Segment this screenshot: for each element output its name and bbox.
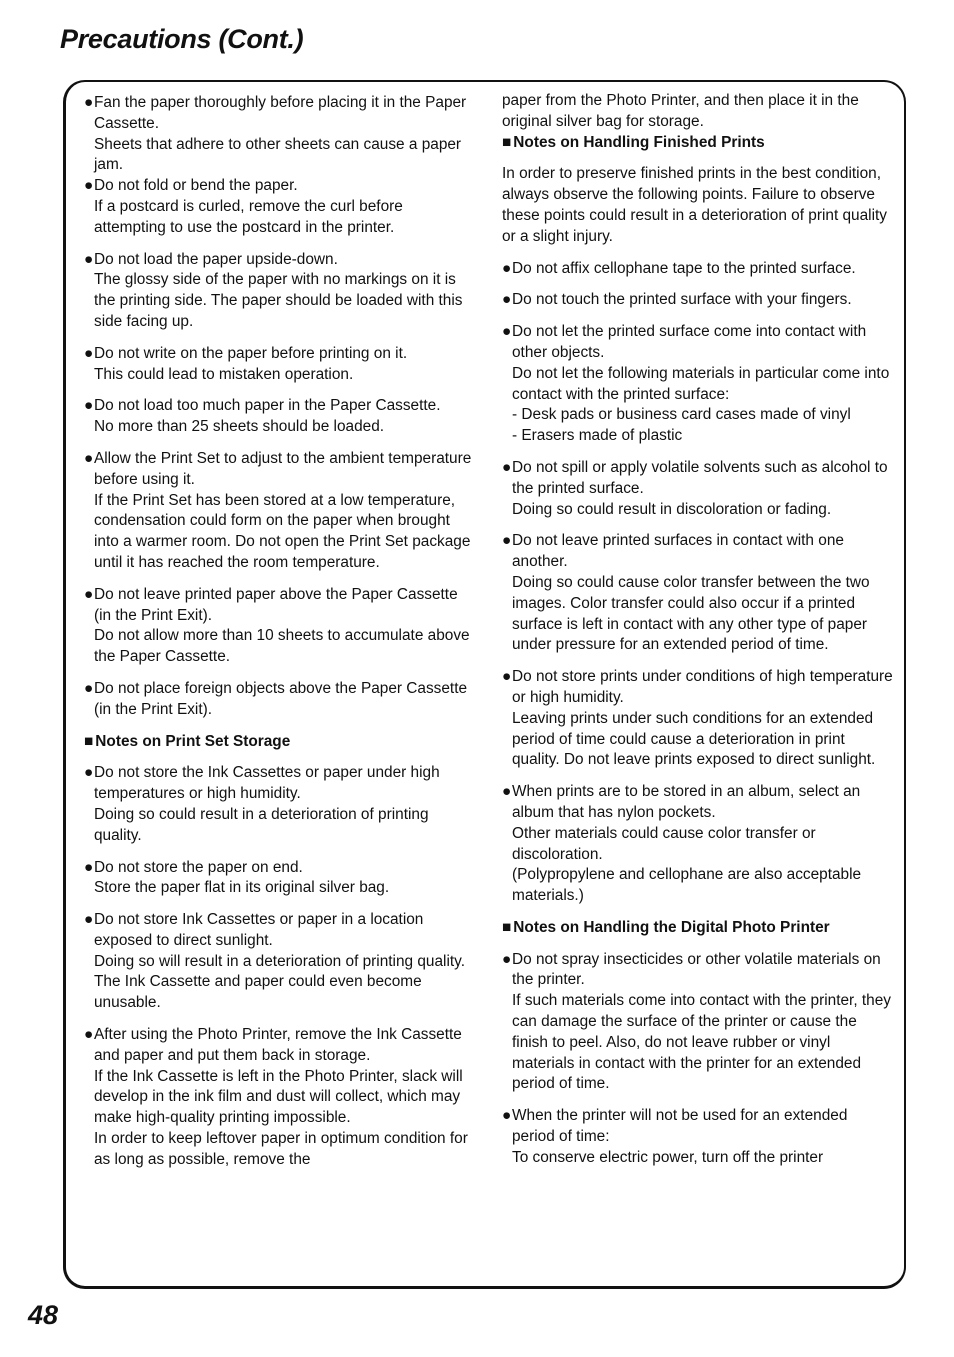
body-text: Do not fold or bend the paper. (94, 177, 298, 195)
body-text: - Desk pads or business card cases made of vinyl (512, 406, 851, 424)
bullet-item (84, 250, 476, 333)
body-text: paper from the Photo Printer, and then place it in the original silver bag for storage. (502, 92, 859, 130)
bullet-item (84, 396, 476, 438)
bullet-icon: ● (502, 950, 512, 968)
right-column (502, 91, 894, 1180)
bullet-item (84, 344, 476, 386)
bullet-item (84, 585, 476, 668)
square-bullet-icon: ■ (84, 732, 94, 750)
bullet-icon: ● (84, 911, 94, 929)
section-heading (502, 918, 894, 939)
square-bullet-icon: ■ (502, 918, 512, 936)
bullet-item (84, 763, 476, 846)
bullet-icon: ● (84, 764, 94, 782)
bullet-item (84, 1025, 476, 1171)
body-text: This could lead to mistaken operation. (94, 365, 354, 383)
body-text: Do not store Ink Cassettes or paper in a location exposed to direct sunlight. (94, 911, 424, 949)
body-text: Do not store the paper on end. (94, 858, 303, 876)
body-text: Do not store prints under conditions of high temperature or high humidity. (512, 668, 893, 706)
bullet-item (502, 782, 894, 907)
bullet-icon: ● (502, 532, 512, 550)
body-text: Do not spray insecticides or other volatile materials on the printer. (512, 950, 881, 989)
bullet-icon: ● (502, 458, 512, 476)
body-text: Other materials could cause color transfer or discoloration. (512, 824, 816, 863)
bullet-item (84, 679, 476, 721)
section-heading (502, 133, 894, 154)
section-heading-text: Notes on Print Set Storage (95, 732, 291, 750)
bullet-icon: ● (502, 1107, 512, 1125)
bullet-icon: ● (502, 259, 512, 277)
bullet-item (84, 176, 476, 238)
body-text: Fan the paper thoroughly before placing it in the Paper Cassette. (94, 94, 467, 132)
bullet-item (502, 259, 894, 280)
bullet-icon: ● (84, 397, 94, 415)
body-text: Do not leave printed surfaces in contact with one another. (512, 532, 844, 571)
body-text: No more than 25 sheets should be loaded. (94, 418, 385, 436)
bullet-icon: ● (502, 323, 512, 341)
section-heading-text: Notes on Handling Finished Prints (513, 133, 765, 151)
bullet-icon: ● (84, 94, 94, 111)
bullet-icon: ● (502, 783, 512, 801)
body-text: The glossy side of the paper with no markings on it is the printing side. The paper should be loaded with this side facing up. (94, 271, 463, 330)
bullet-item (502, 290, 894, 311)
bullet-item (502, 531, 894, 656)
body-text: Do not let the printed surface come into contact with other objects. (512, 323, 867, 361)
section-heading-text: Notes on Handling the Digital Photo Printer (513, 918, 830, 936)
bullet-icon: ● (84, 177, 94, 195)
paragraph (502, 91, 894, 133)
bullet-item (502, 1106, 894, 1168)
body-text: If such materials come into contact with the printer, they can damage the surface of the printer or cause the finish to peel. Also, do not leave rubber or vinyl materials in contact with the printer for an extended period of time. (512, 992, 891, 1093)
body-text: Do not let the following materials in particular come into contact with the printed surface: (512, 364, 890, 403)
left-column (84, 93, 476, 1182)
bullet-item (502, 950, 894, 1096)
bullet-icon: ● (84, 1026, 94, 1044)
bullet-icon: ● (502, 291, 512, 309)
body-text: Do not write on the paper before printing on it. (94, 344, 408, 362)
body-text: When the printer will not be used for an extended period of time: (512, 1107, 848, 1146)
body-text: Doing so will result in a deterioration of printing quality. The Ink Cassette and paper could even become unusable. (94, 952, 465, 1012)
section-heading (84, 732, 476, 753)
body-text: After using the Photo Printer, remove the Ink Cassette and paper and put them back in storage. (94, 1026, 462, 1064)
bullet-item (84, 910, 476, 1014)
bullet-icon: ● (84, 858, 94, 876)
bullet-item (502, 322, 894, 447)
paragraph (502, 164, 894, 247)
body-text: Do not place foreign objects above the Paper Cassette (in the Print Exit). (94, 679, 468, 718)
bullet-icon: ● (84, 250, 94, 268)
bullet-icon: ● (84, 344, 94, 362)
bullet-icon: ● (502, 668, 512, 686)
body-text: If the Ink Cassette is left in the Photo Printer, slack will develop in the ink film and dust will collect, which may make high-quality printing impossible. (94, 1067, 463, 1127)
body-text: If a postcard is curled, remove the curl before attempting to use the postcard in the printer. (94, 197, 403, 236)
body-text: Doing so could result in a deterioration of printing quality. (94, 805, 429, 844)
body-text: Store the paper flat in its original silver bag. (94, 879, 390, 897)
square-bullet-icon: ■ (502, 133, 512, 151)
bullet-item (84, 93, 476, 176)
body-text: If the Print Set has been stored at a low temperature, condensation could form on the paper when brought into a warmer room. Do not open the Print Set package until it has reached the room temperature. (94, 491, 471, 571)
bullet-item (84, 858, 476, 900)
body-text: To conserve electric power, turn off the printer (512, 1148, 824, 1166)
body-text: Sheets that adhere to other sheets can cause a paper jam. (94, 135, 462, 174)
page-title: Precautions (Cont.) (60, 24, 304, 54)
bullet-icon: ● (84, 449, 94, 467)
body-text: In order to preserve finished prints in the best condition, always observe the following points. Failure to observe these points could result in a deterioration of print quality or a slight injury. (502, 165, 887, 245)
bullet-item (502, 667, 894, 771)
bullet-item (84, 449, 476, 574)
body-text: Do not affix cellophane tape to the printed surface. (512, 259, 856, 277)
body-text: Leaving prints under such conditions for an extended period of time could cause a deterioration in print quality. Do not leave prints exposed to direct sunlight. (512, 709, 876, 769)
bullet-icon: ● (84, 679, 94, 697)
body-text: Do not allow more than 10 sheets to accumulate above the Paper Cassette. (94, 627, 470, 666)
body-text: In order to keep leftover paper in optimum condition for as long as possible, remove the (94, 1130, 468, 1168)
body-text: Do not load the paper upside-down. (94, 250, 338, 268)
body-text: - Erasers made of plastic (512, 427, 683, 445)
page-number: 48 (28, 1300, 59, 1330)
bullet-item (502, 458, 894, 520)
body-text: Do not store the Ink Cassettes or paper under high temperatures or high humidity. (94, 764, 440, 803)
body-text: Doing so could cause color transfer between the two images. Color transfer could also occur if a printed surface is left in contact with any other type of paper under pressure for an extended period of time. (512, 573, 870, 654)
body-text: Do not leave printed paper above the Paper Cassette (in the Print Exit). (94, 585, 458, 624)
body-text: When prints are to be stored in an album, select an album that has nylon pockets. (512, 783, 861, 821)
body-text: Do not touch the printed surface with your fingers. (512, 291, 852, 309)
body-text: Do not spill or apply volatile solvents such as alcohol to the printed surface. (512, 458, 888, 497)
body-text: (Polypropylene and cellophane are also acceptable materials.) (512, 866, 862, 905)
body-text: Doing so could result in discoloration or fading. (512, 500, 832, 518)
body-text: Allow the Print Set to adjust to the ambient temperature before using it. (94, 449, 472, 488)
body-text: Do not load too much paper in the Paper Cassette. (94, 397, 441, 415)
bullet-icon: ● (84, 585, 94, 603)
